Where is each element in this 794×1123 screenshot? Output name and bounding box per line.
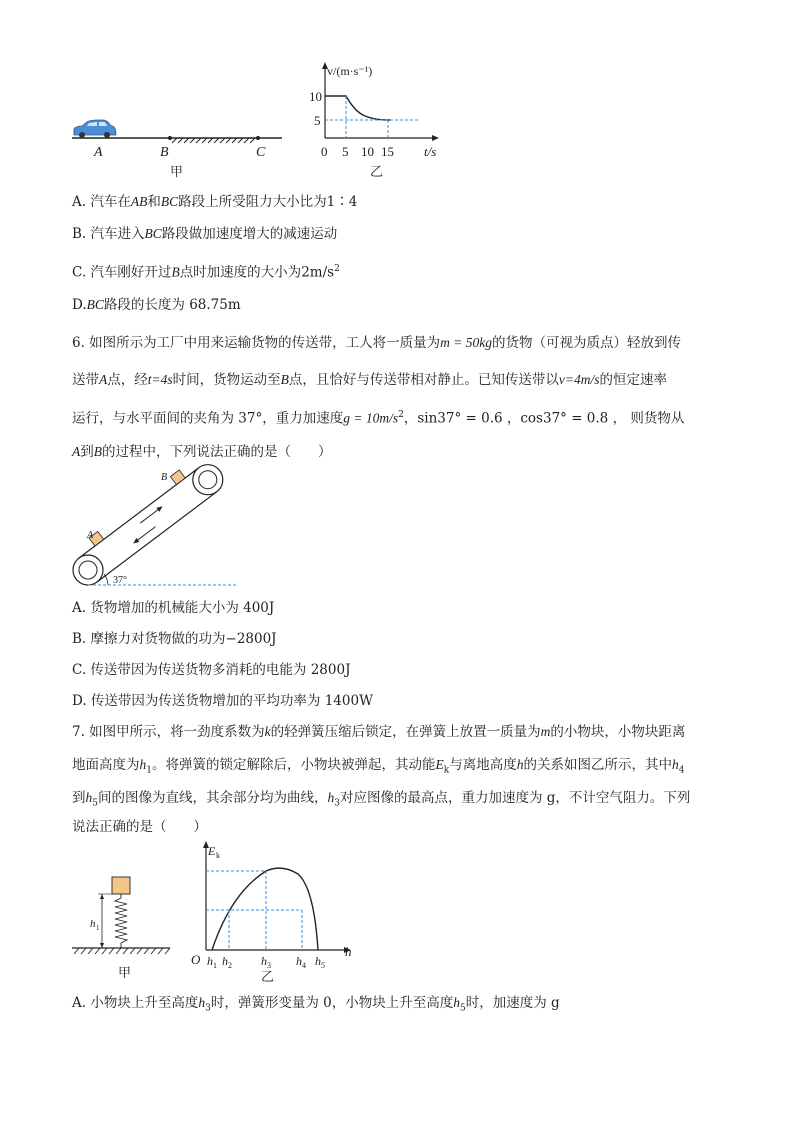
tick-h5: h <box>315 954 321 968</box>
q5-option-c[interactable]: C. 汽车刚好开过B点时加速度的大小为$2m/s^2$ <box>72 264 340 281</box>
car-icon <box>74 120 116 138</box>
svg-text:1: 1 <box>213 961 217 970</box>
q6-stem-line-1: 6. 如图所示为工厂中用来运输货物的传送带，工人将一质量为m = 50kg的货物（可视为质点）轻放到传 <box>72 335 682 351</box>
label-b: B <box>161 472 168 483</box>
q6-stem-line-4: A到B的过程中，下列说法正确的是（ ） <box>72 444 332 460</box>
q7-stem-line-4: 说法正确的是（ ） <box>72 819 207 835</box>
y-tick-10: 10 <box>309 89 322 104</box>
q6-option-a[interactable]: A. 货物增加的机械能大小为 400J <box>72 600 275 616</box>
spring-block-figure <box>72 877 170 980</box>
h-axis-label: h <box>345 944 352 959</box>
q6-stem-line-3: 运行，与水平面间的夹角为 37°，重力加速度$g = 10m/s^2$，sin37° = 0.6 ，cos37° = 0.8 ， 则货物从 <box>72 410 685 427</box>
figure-q7 <box>66 838 376 988</box>
t-axis-label: t/s <box>424 144 437 159</box>
svg-text:5: 5 <box>321 961 325 970</box>
q6-option-d[interactable]: D. 传送带因为传送货物增加的平均功率为 1400W <box>72 693 373 709</box>
x-tick-15: 15 <box>381 144 394 159</box>
ek-axis-label: E <box>208 844 216 858</box>
svg-text:2: 2 <box>228 961 232 970</box>
caption-right: 乙 <box>261 969 275 984</box>
tick-h4: h <box>296 954 302 968</box>
v-axis-label: v/(m·s⁻¹) <box>327 64 373 78</box>
tick-h3: h <box>261 954 267 968</box>
q7-stem-line-2: 地面高度为$h_1$。将弹簧的锁定解除后，小物块被弹起，其动能$E_k$与离地高度h的关系如图乙所示，其中$h_4$ <box>72 757 685 776</box>
q5-option-d[interactable]: D.BC路段的长度为 68.75m <box>72 297 241 313</box>
q7-stem-line-1: 7. 如图甲所示，将一劲度系数为k的轻弹簧压缩后锁定，在弹簧上放置一质量为m的小物块，小物块距离 <box>72 724 686 740</box>
label-a: A <box>94 145 103 160</box>
angle-label: 37° <box>113 575 127 586</box>
tick-h2: h <box>222 954 228 968</box>
svg-text:4: 4 <box>302 961 306 970</box>
q5-option-a[interactable]: A. 汽车在AB和BC路段上所受阻力大小比为1∶4 <box>72 194 358 210</box>
tick-h1: h <box>207 954 213 968</box>
caption-left: 甲 <box>170 164 184 179</box>
x-tick-5: 5 <box>342 144 349 159</box>
q7-stem-line-3: 到$h_5$间的图像为直线，其余部分均为曲线，$h_3$对应图像的最高点，重力加速度为 g，不计空气阻力。下列 <box>72 790 691 809</box>
origin-label: O <box>191 952 201 967</box>
figure-q6-conveyor <box>70 462 250 592</box>
label-a: A <box>87 530 94 541</box>
q7-option-a[interactable]: A. 小物块上升至高度$h_3$时，弹簧形变量为 0，小物块上升至高度$h_5$时，加速度为 g <box>72 995 560 1014</box>
y-tick-5: 5 <box>314 113 321 128</box>
label-c: C <box>256 145 266 160</box>
svg-text:k: k <box>216 851 220 860</box>
q5-option-b[interactable]: B. 汽车进入BC路段做加速度增大的减速运动 <box>72 226 338 242</box>
caption-right: 乙 <box>370 164 384 179</box>
q6-stem-line-2: 送带A点，经t=4s时间，货物运动至B点，且恰好与传送带相对静止。已知传送带以v=4m/s的恒定速率 <box>72 372 667 388</box>
svg-text:3: 3 <box>267 961 271 970</box>
label-b: B <box>160 145 169 160</box>
vt-graph <box>309 62 439 179</box>
x-tick-10: 10 <box>361 144 374 159</box>
ek-h-graph <box>191 841 352 984</box>
svg-text:1: 1 <box>96 924 100 932</box>
q6-option-b[interactable]: B. 摩擦力对货物做的功为−2800J <box>72 631 277 647</box>
q6-option-c[interactable]: C. 传送带因为传送货物多消耗的电能为 2800J <box>72 662 351 678</box>
h1-dim-label: h <box>90 918 96 930</box>
x-tick-0: 0 <box>321 144 328 159</box>
caption-left: 甲 <box>118 965 132 980</box>
figure-q5 <box>60 55 460 185</box>
